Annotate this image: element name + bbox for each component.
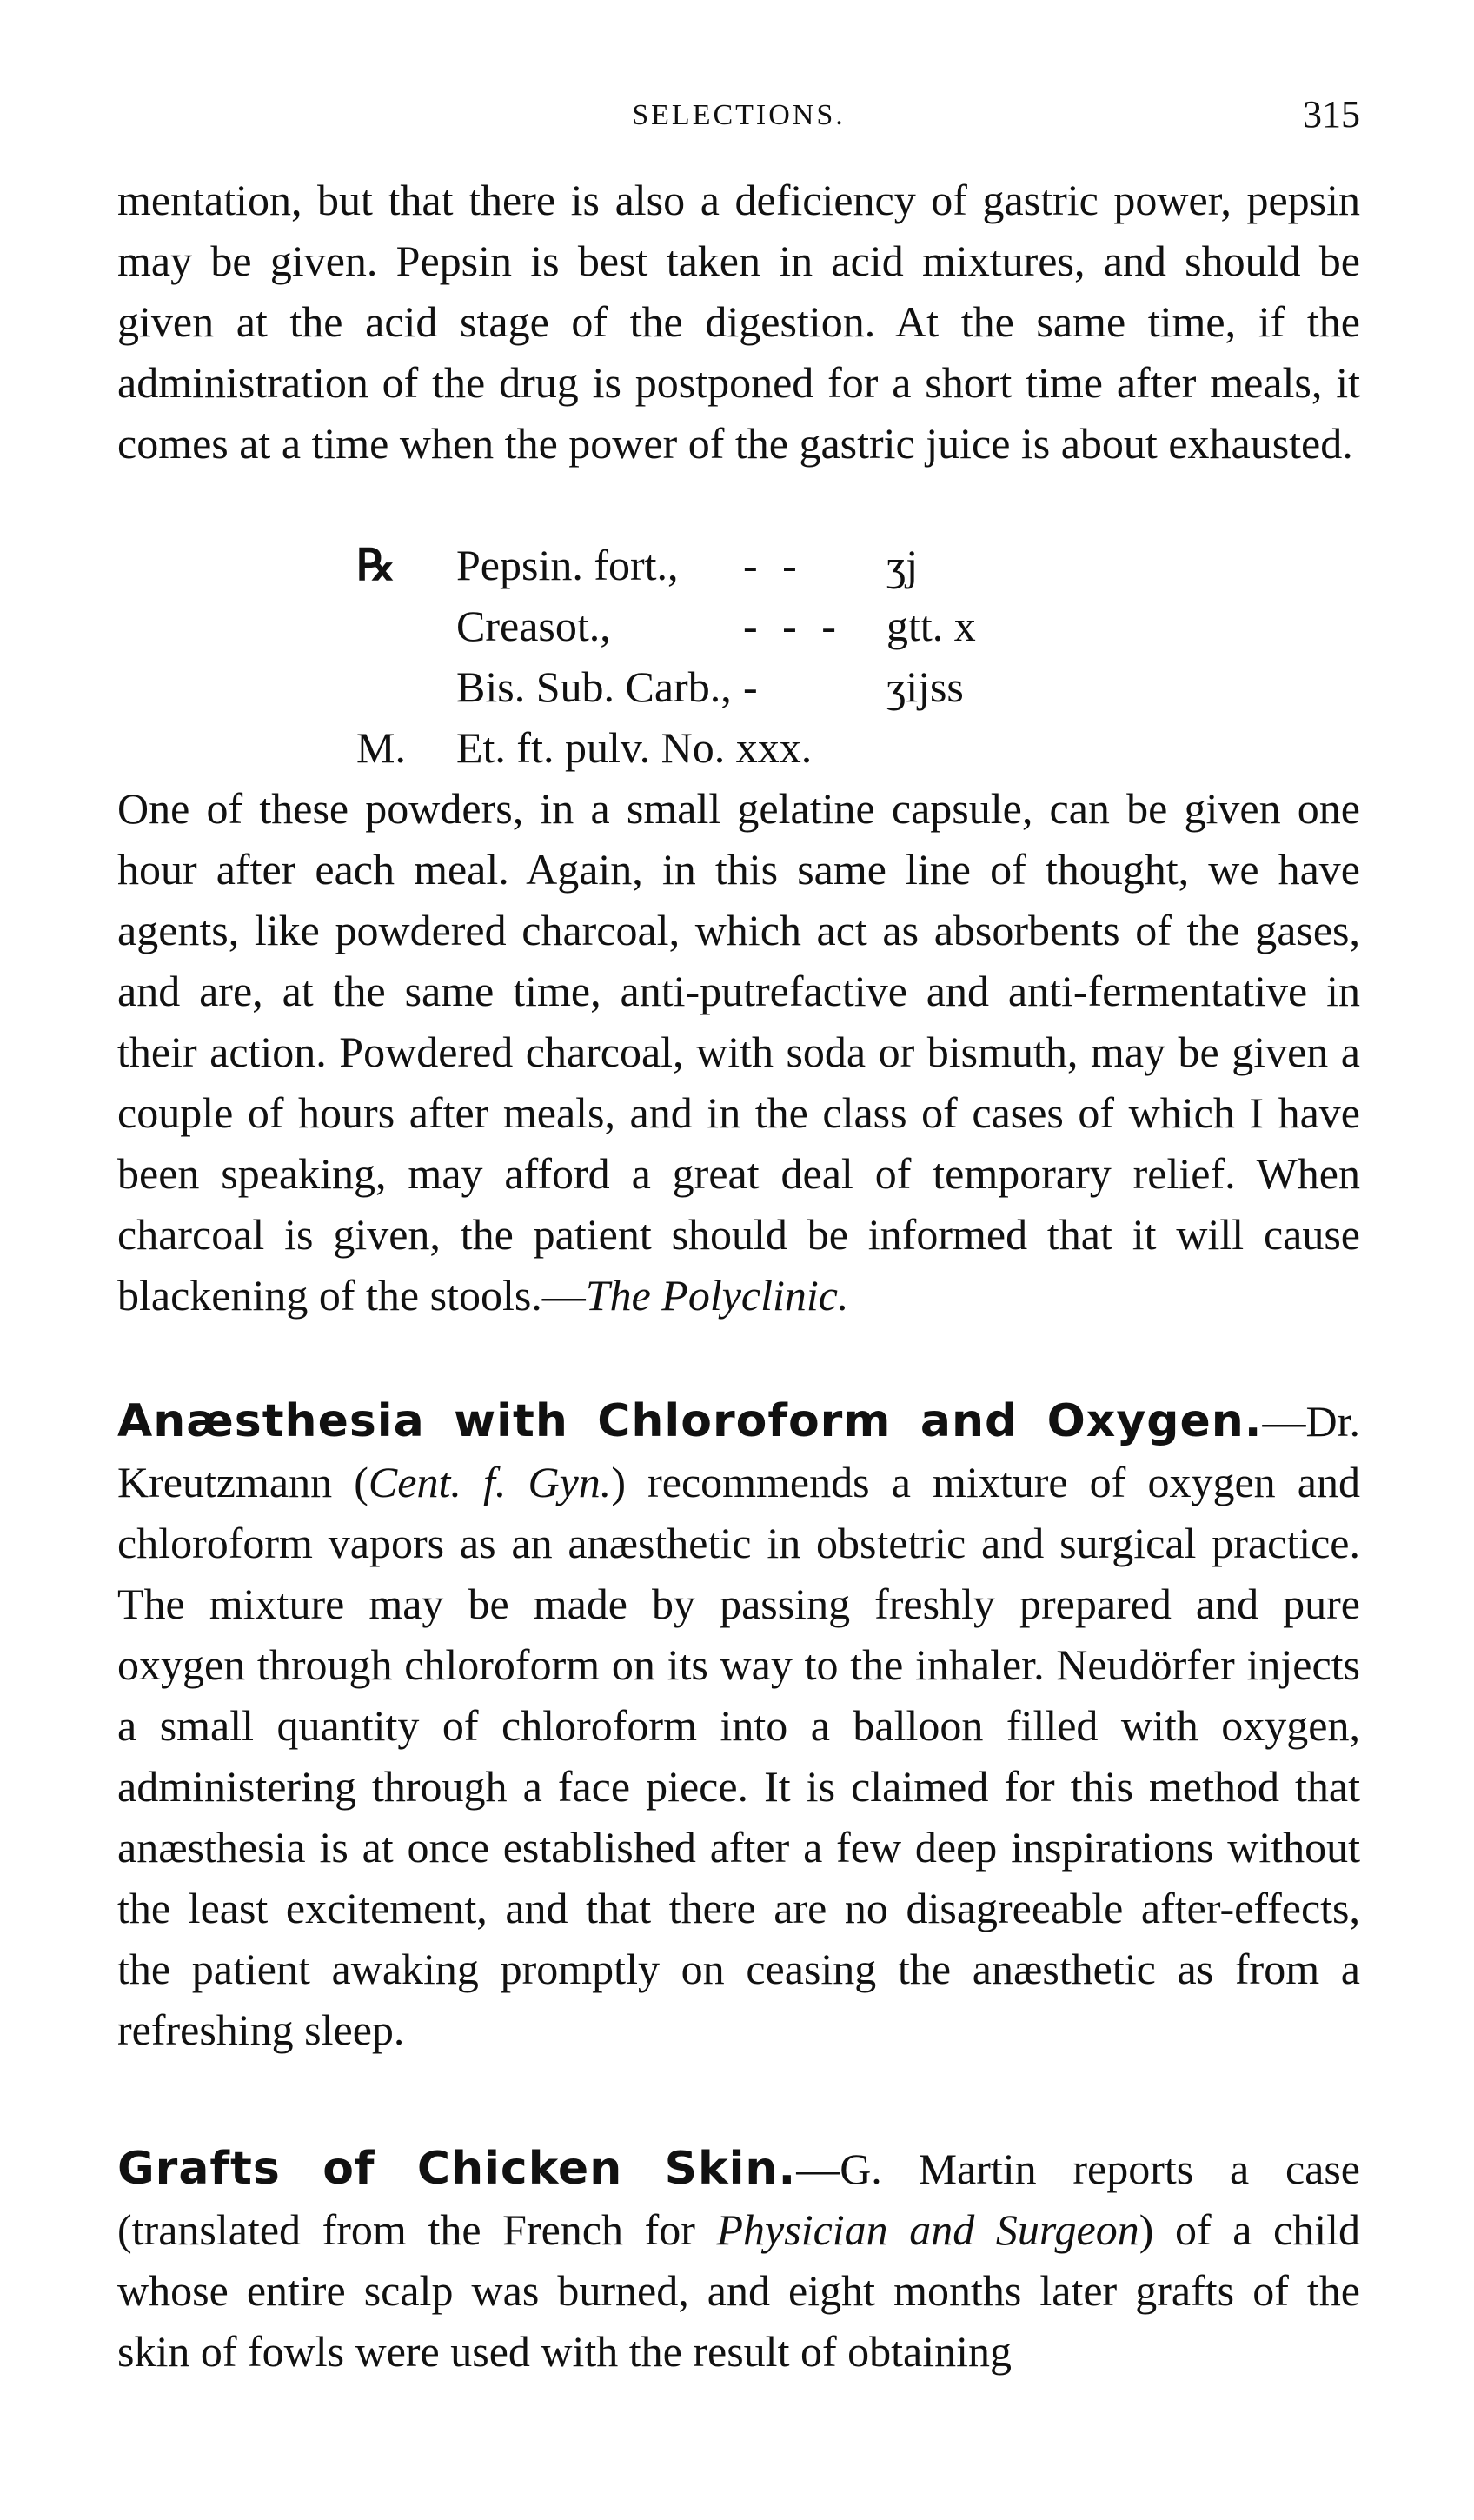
- article-heading: Anæsthesia with Chloroform and Oxygen.: [117, 1395, 1263, 1447]
- running-head: [117, 87, 1360, 139]
- prescription: [356, 535, 1139, 778]
- prescription-dose: ʒijss: [886, 662, 964, 711]
- prescription-closing: [356, 717, 1139, 778]
- misce-mark: M.: [356, 723, 406, 772]
- source-citation: Cent. f. Gyn.: [368, 1458, 612, 1506]
- article-heading: Grafts of Chicken Skin.: [117, 2143, 797, 2195]
- source-citation: The Polyclinic.: [585, 1271, 849, 1320]
- prescription-dashes: - -: [743, 541, 804, 589]
- prescription-dashes: -: [743, 662, 765, 711]
- prescription-drug: Bis. Sub. Carb.,: [456, 662, 732, 711]
- paragraph-charcoal-text: One of these powders, in a small gelatine capsule, can be given one hour after each meal. Again, in this same line of thought, we have agents, like powdered charcoal, which act as absorbents of the gases, and are, at the same time, anti-putrefactive and anti-fermentative in their action. Powdered charcoal, with soda or bismuth, may be given a couple of hours after meals, and in the class of cases of which I have been speaking, may afford a great deal of temporary relief. When charcoal is given, the patient should be informed that it will cause blackening of the stools.—: [117, 784, 1360, 1320]
- prescription-drug: Pepsin. fort.,: [456, 541, 679, 589]
- prescription-dashes: - - -: [743, 602, 843, 650]
- prescription-dose: gtt. x: [886, 602, 976, 650]
- prescription-line: [356, 535, 1139, 595]
- article-grafts: [117, 2138, 1360, 2382]
- source-citation: Physician and Surgeon: [716, 2205, 1139, 2254]
- prescription-dose: ʒj: [886, 541, 919, 589]
- prescription-drug: Creasot.,: [456, 602, 611, 650]
- article-text: —G. Martin reports a case (translated from the French for: [117, 2144, 1360, 2254]
- page-number: 315: [1303, 93, 1360, 136]
- paragraph-charcoal: [117, 778, 1360, 1326]
- running-title: SELECTIONS.: [632, 99, 846, 131]
- rx-symbol: ℞: [356, 541, 395, 589]
- paragraph-pepsin: mentation, but that there is also a deficiency of gastric power, pepsin may be given. Pepsin is best taken in acid mixtures, and should be given at the acid stage of the digestion. At the same time, if the administration of the drug is postponed for a short time after meals, it comes at a time when the power of the gastric juice is about exhausted.: [117, 176, 1360, 468]
- article-anaesthesia: [117, 1391, 1360, 2060]
- prescription-closing-text: Et. ft. pulv. No. xxx.: [456, 723, 813, 772]
- article-text: ) recommends a mixture of oxygen and chloroform vapors as an anæsthetic in obstetric and surgical practice. The mixture may be made by passing freshly prepared and pure oxygen through chloroform on its way to the inhaler. Neudörfer injects a small quantity of chloroform into a balloon filled with oxygen, administering through a face piece. It is claimed for this method that anæsthesia is at once established after a few deep inspirations without the least excitement, and that there are no disagreeable after-effects, the patient awaking promptly on ceasing the anæsthetic as from a refreshing sleep.: [117, 1458, 1360, 2054]
- prescription-line: [356, 595, 1139, 656]
- article-text: ) of a child whose entire scalp was burned, and eight months later grafts of the skin of fowls were used with the result of obtaining: [117, 2205, 1361, 2376]
- article-text: —Dr. Kreutzmann (: [117, 1397, 1360, 1506]
- prescription-line: [356, 656, 1139, 717]
